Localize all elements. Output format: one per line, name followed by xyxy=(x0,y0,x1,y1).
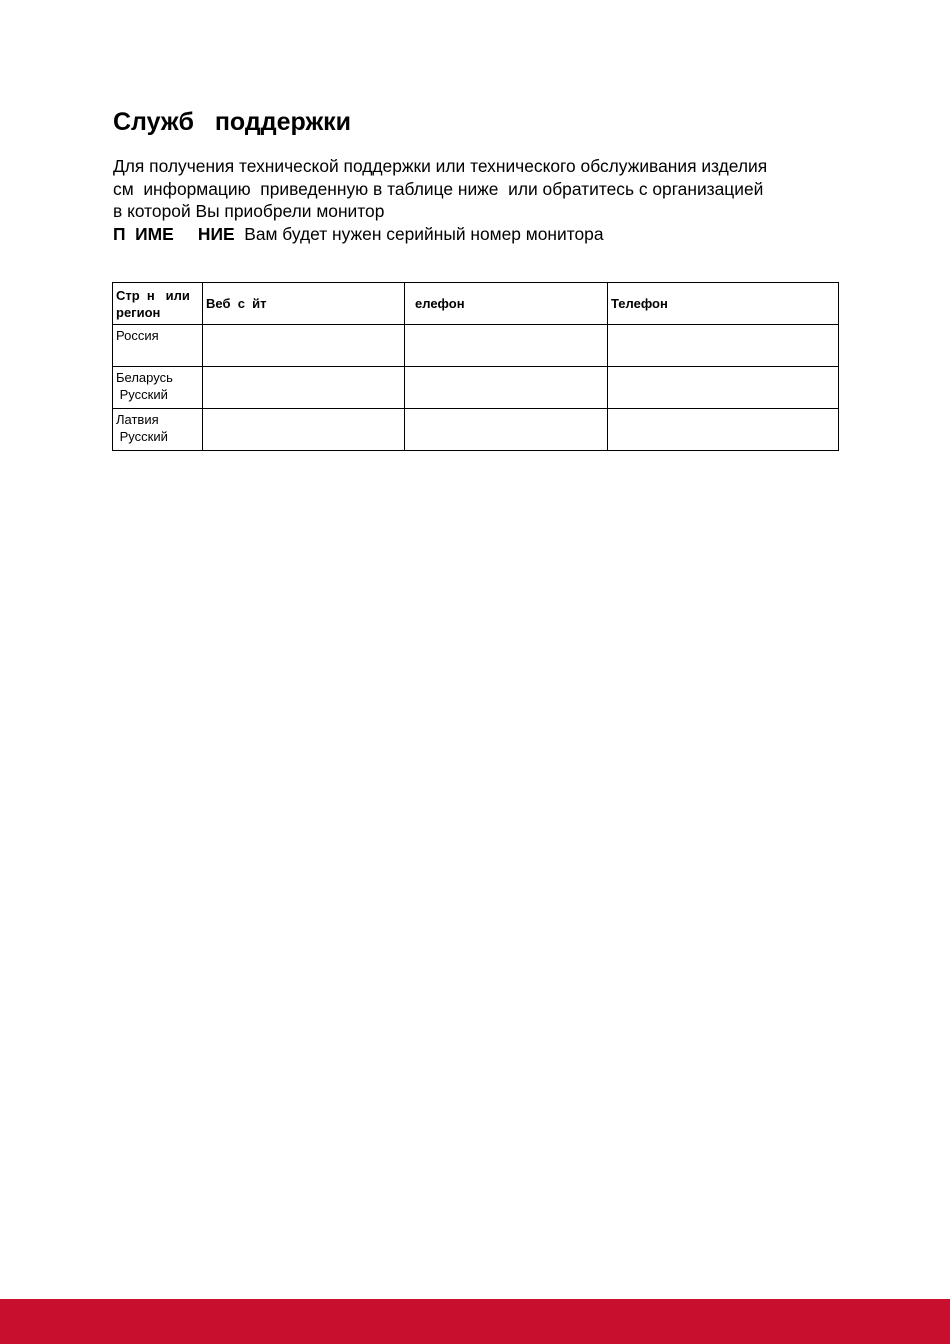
intro-paragraph xyxy=(113,155,853,245)
header-website: Веб с йт xyxy=(203,283,405,325)
note-label: П ИМЕ НИЕ xyxy=(113,223,235,244)
cell-website xyxy=(203,409,405,451)
header-region: Стр н или регион xyxy=(113,283,203,325)
cell-phone xyxy=(405,367,608,409)
support-contacts-table xyxy=(112,282,839,451)
cell-region: Латвия Русский xyxy=(113,409,203,451)
footer-bar xyxy=(0,1299,950,1344)
cell-phone xyxy=(405,325,608,367)
cell-phone-2 xyxy=(608,367,839,409)
intro-line: в которой Вы приобрели монитор xyxy=(113,201,385,221)
cell-phone xyxy=(405,409,608,451)
cell-website xyxy=(203,325,405,367)
note-text: Вам будет нужен серийный номер монитора xyxy=(234,223,604,244)
header-phone: елефон xyxy=(405,283,608,325)
note-line xyxy=(113,223,853,246)
table-row xyxy=(113,409,839,451)
header-phone-2: Телефон xyxy=(608,283,839,325)
cell-phone-2 xyxy=(608,325,839,367)
intro-line: Для получения технической поддержки или технического обслуживания изделия xyxy=(113,156,768,176)
intro-line: см информацию приведенную в таблице ниже или обратитесь с организацией xyxy=(113,178,764,199)
cell-region: Россия xyxy=(113,325,203,367)
cell-website xyxy=(203,367,405,409)
page-title: Служб поддержки xyxy=(113,108,352,136)
table-row xyxy=(113,367,839,409)
table-row xyxy=(113,325,839,367)
table-header-row xyxy=(113,283,839,325)
cell-phone-2 xyxy=(608,409,839,451)
cell-region: Беларусь Русский xyxy=(113,367,203,409)
